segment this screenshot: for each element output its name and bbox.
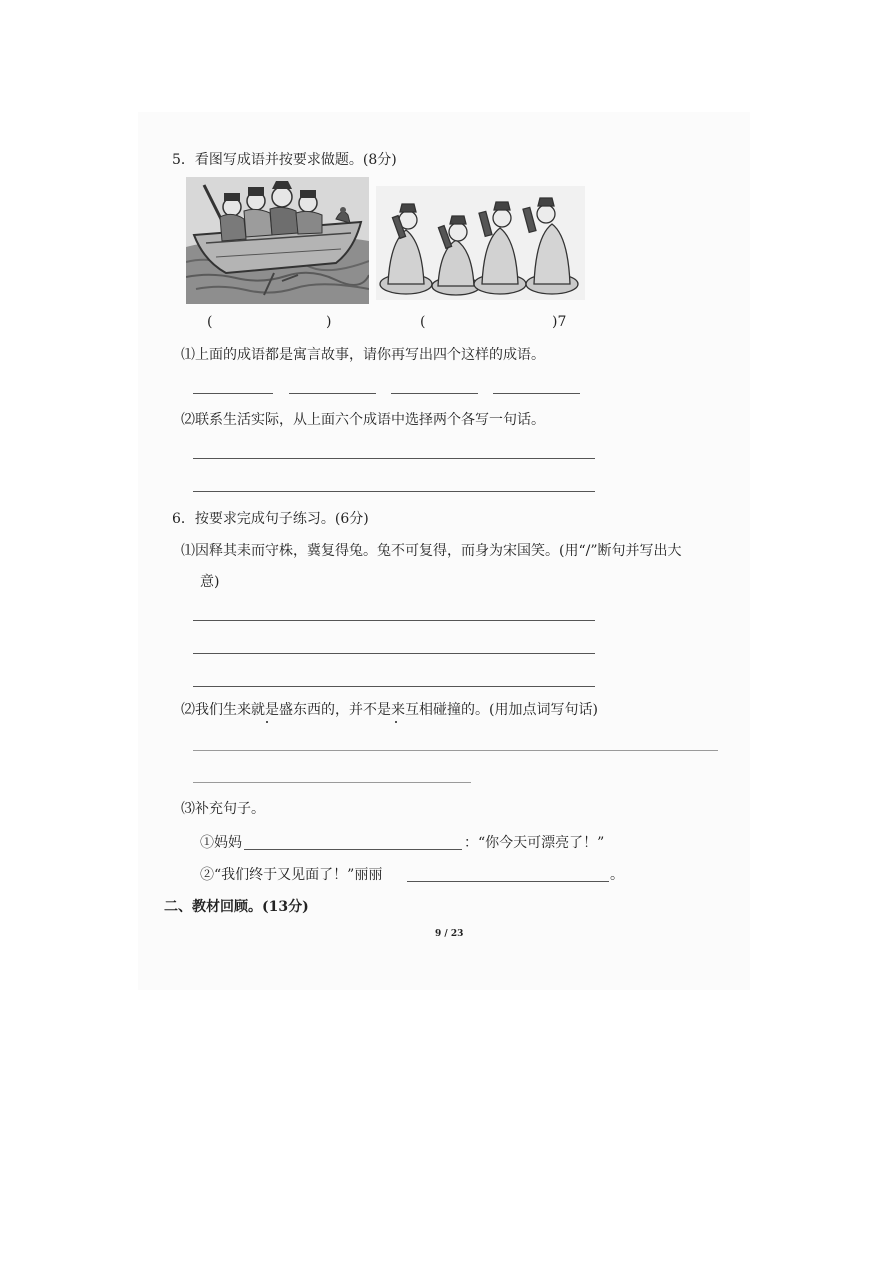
answer-line[interactable] [193,782,471,783]
scholars-illustration [376,186,585,300]
answer-line[interactable] [193,491,595,492]
answer-line[interactable] [244,849,462,850]
emphasis-dot [266,721,268,723]
answer-paren-open-1: ( [207,314,213,330]
answer-paren-open-2: ( [420,314,426,330]
q6-sub3: ⑶补充句子。 [181,801,265,817]
q6-sub2: ⑵我们生来就是盛东西的，并不是来互相碰撞的。(用加点词写句话) [181,702,598,718]
q6-title: 6．按要求完成句子练习。(6分) [172,511,369,527]
q6-sub3-a-start: ①妈妈 [200,835,242,851]
answer-line[interactable] [493,393,580,394]
q5-title: 5．看图写成语并按要求做题。(8分) [172,152,397,168]
answer-paren-close-1: ) [326,314,332,330]
q5-sub1: ⑴上面的成语都是寓言故事，请你再写出四个这样的成语。 [181,347,545,363]
answer-line[interactable] [391,393,478,394]
answer-line[interactable] [193,750,718,751]
q6-sub3-b-end: 。 [610,867,624,883]
q5-sub2: ⑵联系生活实际，从上面六个成语中选择两个各写一句话。 [181,412,545,428]
answer-line[interactable] [193,393,273,394]
q6-sub3-a-end: ：“你今天可漂亮了！” [464,835,605,851]
answer-line[interactable] [193,653,595,654]
answer-line[interactable] [407,881,609,882]
q6-sub3-b-start: ②“我们终于又见面了！”丽丽 [200,867,383,883]
answer-paren-close-2: )7 [552,314,567,330]
q6-sub1-line2: 意) [200,574,220,590]
answer-line[interactable] [289,393,376,394]
section-2-heading: 二、教材回顾。(13分) [164,899,309,915]
answer-line[interactable] [193,686,595,687]
emphasis-dot [395,721,397,723]
q6-sub1-line1: ⑴因释其耒而守株，冀复得兔。兔不可复得，而身为宋国笑。(用“/”断句并写出大 [181,543,682,559]
answer-line[interactable] [193,458,595,459]
boat-illustration [186,177,369,304]
page-number: 9 / 23 [435,929,464,939]
answer-line[interactable] [193,620,595,621]
